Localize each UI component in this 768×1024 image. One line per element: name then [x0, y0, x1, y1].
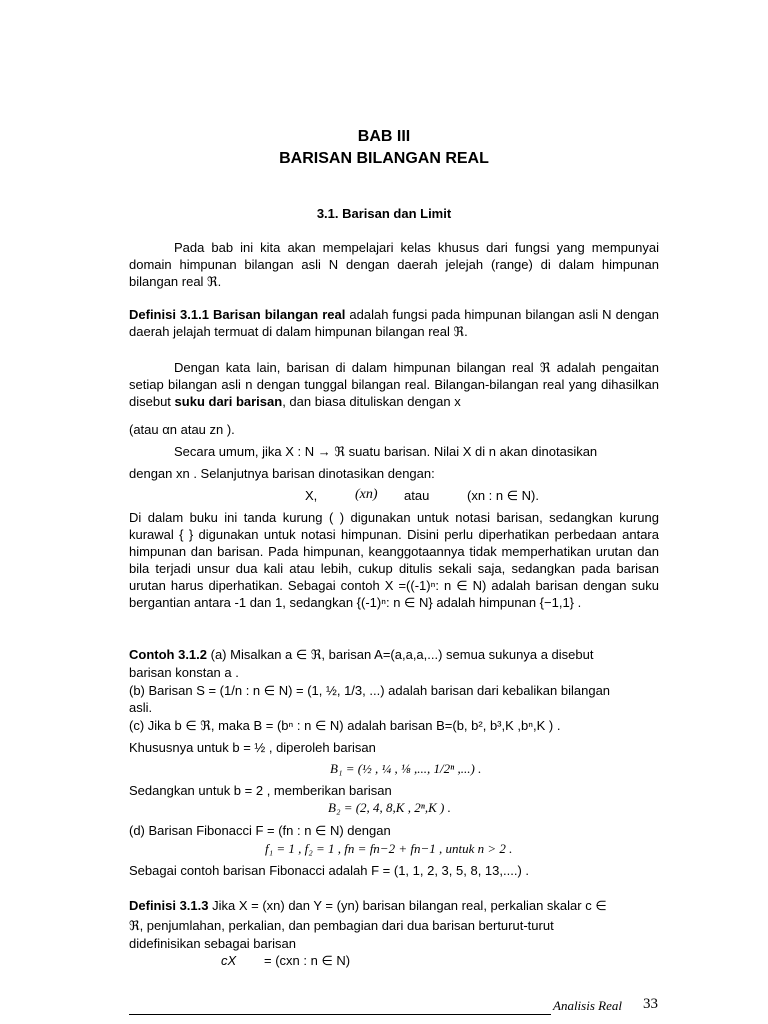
paragraph-kurung: Di dalam buku ini tanda kurung ( ) digunakan untuk notasi barisan, sedangkan kurung kurawal { } digunakan untuk notasi himpunan. Disini perlu diperhatikan perbedaan antara himpunan dan barisan. Pada himpunan, keanggotaannya tidak memperhatikan urutan dan bila terjadi unsur dua kali atau lebih, cukup ditulis sekali saja, sedangkan pada barisan urutan harus diperhatikan. Sebagai contoh X =((-1)ⁿ: n ∈ N) adalah barisan dengan suku bergantian antara -1 dan 1, sedangkan {(-1)ⁿ: n ∈ N} adalah himpunan {−1,1} .	[129, 510, 659, 610]
equation-cx-label: cX	[221, 953, 237, 968]
notation-xn: (xn)	[355, 487, 378, 502]
example-text: (a) Misalkan a ∈ ℜ, barisan A=(a,a,a,...) semua sukunya a disebut	[207, 647, 594, 662]
definition-text: adalah fungsi pada himpunan bilangan asli N dengan daerah jelajah termuat di dalam himpunan bilangan real ℜ.	[129, 307, 659, 339]
equation-b2: B₂ = (2, 4, 8,K , 2ⁿ,K ) .	[328, 800, 451, 815]
example-c-line2: Khususnya untuk b = ½ , diperoleh barisan	[129, 740, 376, 755]
paragraph-text: Dengan kata lain, barisan di dalam himpunan bilangan real ℜ adalah pengaitan setiap bilangan asli n dengan tunggal bilangan real. Bilangan-bilangan real yang dihasilkan disebut	[129, 360, 659, 409]
paragraph-line: dengan xn . Selanjutnya barisan dinotasikan dengan:	[129, 466, 435, 481]
example-c-line1: (c) Jika b ∈ ℜ, maka B = (bⁿ : n ∈ N) adalah barisan B=(b, b², b³,K ,bⁿ,K ) .	[129, 718, 561, 733]
definition-label: Definisi 3.1.1	[129, 307, 209, 322]
definition-3-1-3-line2: ℜ, penjumlahan, perkalian, dan pembagian dari dua barisan berturut-turut	[129, 918, 554, 933]
example-b-line1: (b) Barisan S = (1/n : n ∈ N) = (1, ½, 1/3, ...) adalah barisan dari kebalikan bilangan	[129, 683, 611, 698]
section-title: 3.1. Barisan dan Limit	[316, 206, 452, 221]
page-number: 33	[643, 996, 658, 1012]
bold-term: suku dari barisan	[174, 394, 283, 409]
definition-3-1-3-line3: didefinisikan sebagai barisan	[129, 936, 296, 951]
example-d-line2: Sebagai contoh barisan Fibonacci adalah F = (1, 1, 2, 3, 5, 8, 13,....) .	[129, 863, 529, 878]
notation-set: (xn : n ∈ N).	[467, 488, 540, 503]
footer-book-title: Analisis Real	[553, 998, 622, 1013]
definition-label: Definisi 3.1.3	[129, 898, 209, 913]
chapter-number: BAB III	[357, 128, 411, 145]
paragraph-suku-barisan	[129, 359, 659, 410]
example-a-line1	[129, 646, 593, 663]
notation-atau: atau	[404, 488, 430, 503]
paragraph-alt-notation: (atau αn atau zn ).	[129, 422, 235, 437]
definition-term: Barisan bilangan real	[212, 307, 346, 322]
example-c-line3: Sedangkan untuk b = 2 , memberikan barisan	[129, 783, 392, 798]
equation-fibonacci: f₁ = 1 , f₂ = 1 , fn = fn−2 + fn−1 , untuk n > 2 .	[265, 841, 513, 856]
example-d-line1: (d) Barisan Fibonacci F = (fn : n ∈ N) dengan	[129, 823, 391, 838]
notation-x: X,	[305, 488, 318, 503]
footer-rule	[129, 1014, 551, 1015]
equation-b1: B₁ = (½ , ¼ , ⅛ ,..., 1/2ⁿ ,...) .	[330, 761, 482, 776]
definition-3-1-3-line1	[129, 897, 607, 914]
example-b-line2: asli.	[129, 700, 153, 715]
example-a-line2: barisan konstan a .	[129, 665, 239, 680]
definition-3-1-1	[129, 306, 659, 340]
intro-paragraph: Pada bab ini kita akan mempelajari kelas khusus dari fungsi yang mempunyai domain himpunan bilangan asli N dengan daerah jelejah (range) di dalam himpunan bilangan real ℜ.	[129, 240, 659, 289]
equation-cx: = (cxn : n ∈ N)	[264, 953, 351, 968]
paragraph-text: , dan biasa dituliskan dengan x	[282, 394, 461, 409]
paragraph-line: Secara umum, jika X : N → ℜ suatu barisan. Nilai X di n akan dinotasikan	[174, 444, 598, 459]
definition-text: Jika X = (xn) dan Y = (yn) barisan bilangan real, perkalian skalar c ∈	[208, 898, 607, 913]
example-label: Contoh 3.1.2	[129, 647, 208, 662]
chapter-title: BARISAN BILANGAN REAL	[279, 150, 489, 167]
